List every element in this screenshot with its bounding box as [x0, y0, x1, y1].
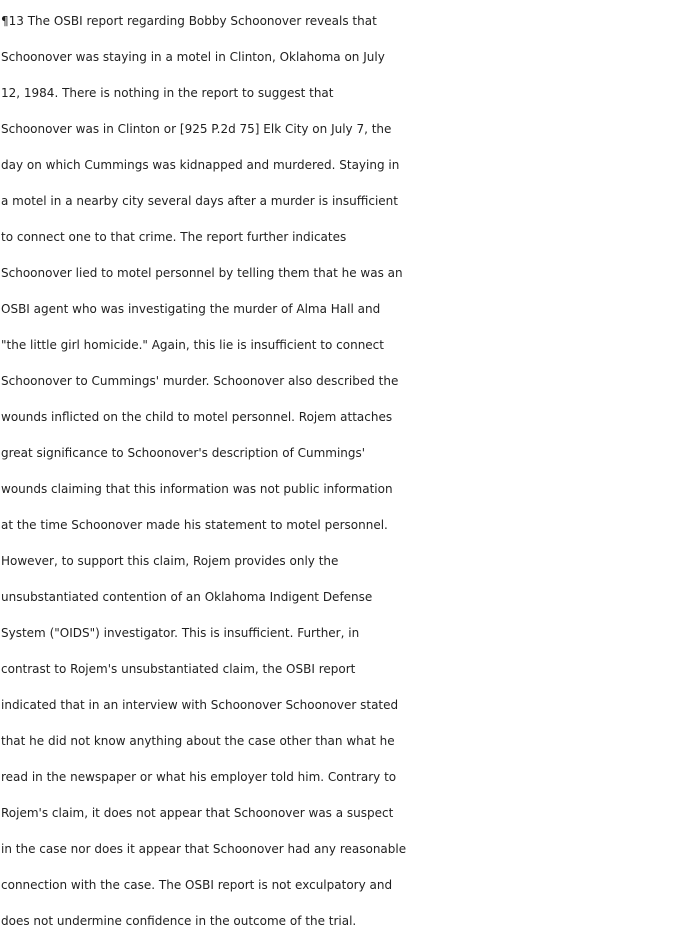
text-line: day on which Cummings was kidnapped and murdered. Staying in — [1, 158, 400, 172]
text-line: System ("OIDS") investigator. This is insufficient. Further, in — [1, 626, 360, 640]
text-line: 12, 1984. There is nothing in the report to suggest that — [1, 86, 334, 100]
text-line: unsubstantiated contention of an Oklahoma Indigent Defense — [1, 590, 373, 604]
text-line: ¶13 The OSBI report regarding Bobby Schoonover reveals that — [1, 14, 377, 28]
paragraph-13 — [1, 3, 700, 939]
text-line: a motel in a nearby city several days after a murder is insufficient — [1, 194, 398, 208]
text-line: does not undermine confidence in the outcome of the trial. — [1, 914, 357, 928]
text-line: OSBI agent who was investigating the murder of Alma Hall and — [1, 302, 381, 316]
text-line: to connect one to that crime. The report further indicates — [1, 230, 347, 244]
text-line: wounds claiming that this information was not public information — [1, 482, 393, 496]
text-line: Schoonover to Cummings' murder. Schoonover also described the — [1, 374, 399, 388]
text-line: great significance to Schoonover's description of Cummings' — [1, 446, 366, 460]
text-line: indicated that in an interview with Schoonover Schoonover stated — [1, 698, 399, 712]
text-line: that he did not know anything about the case other than what he — [1, 734, 395, 748]
text-line: read in the newspaper or what his employer told him. Contrary to — [1, 770, 397, 784]
text-line: Schoonover was in Clinton or [925 P.2d 75] Elk City on July 7, the — [1, 122, 392, 136]
text-line: in the case nor does it appear that Schoonover had any reasonable — [1, 842, 407, 856]
text-line: "the little girl homicide." Again, this lie is insufficient to connect — [1, 338, 384, 352]
text-line: Rojem's claim, it does not appear that Schoonover was a suspect — [1, 806, 394, 820]
text-line: contrast to Rojem's unsubstantiated claim, the OSBI report — [1, 662, 356, 676]
text-line: connection with the case. The OSBI report is not exculpatory and — [1, 878, 393, 892]
text-line: at the time Schoonover made his statement to motel personnel. — [1, 518, 388, 532]
text-line: Schoonover was staying in a motel in Clinton, Oklahoma on July — [1, 50, 385, 64]
text-line: Schoonover lied to motel personnel by telling them that he was an — [1, 266, 403, 280]
text-line: wounds inflicted on the child to motel personnel. Rojem attaches — [1, 410, 393, 424]
text-line: However, to support this claim, Rojem provides only the — [1, 554, 339, 568]
